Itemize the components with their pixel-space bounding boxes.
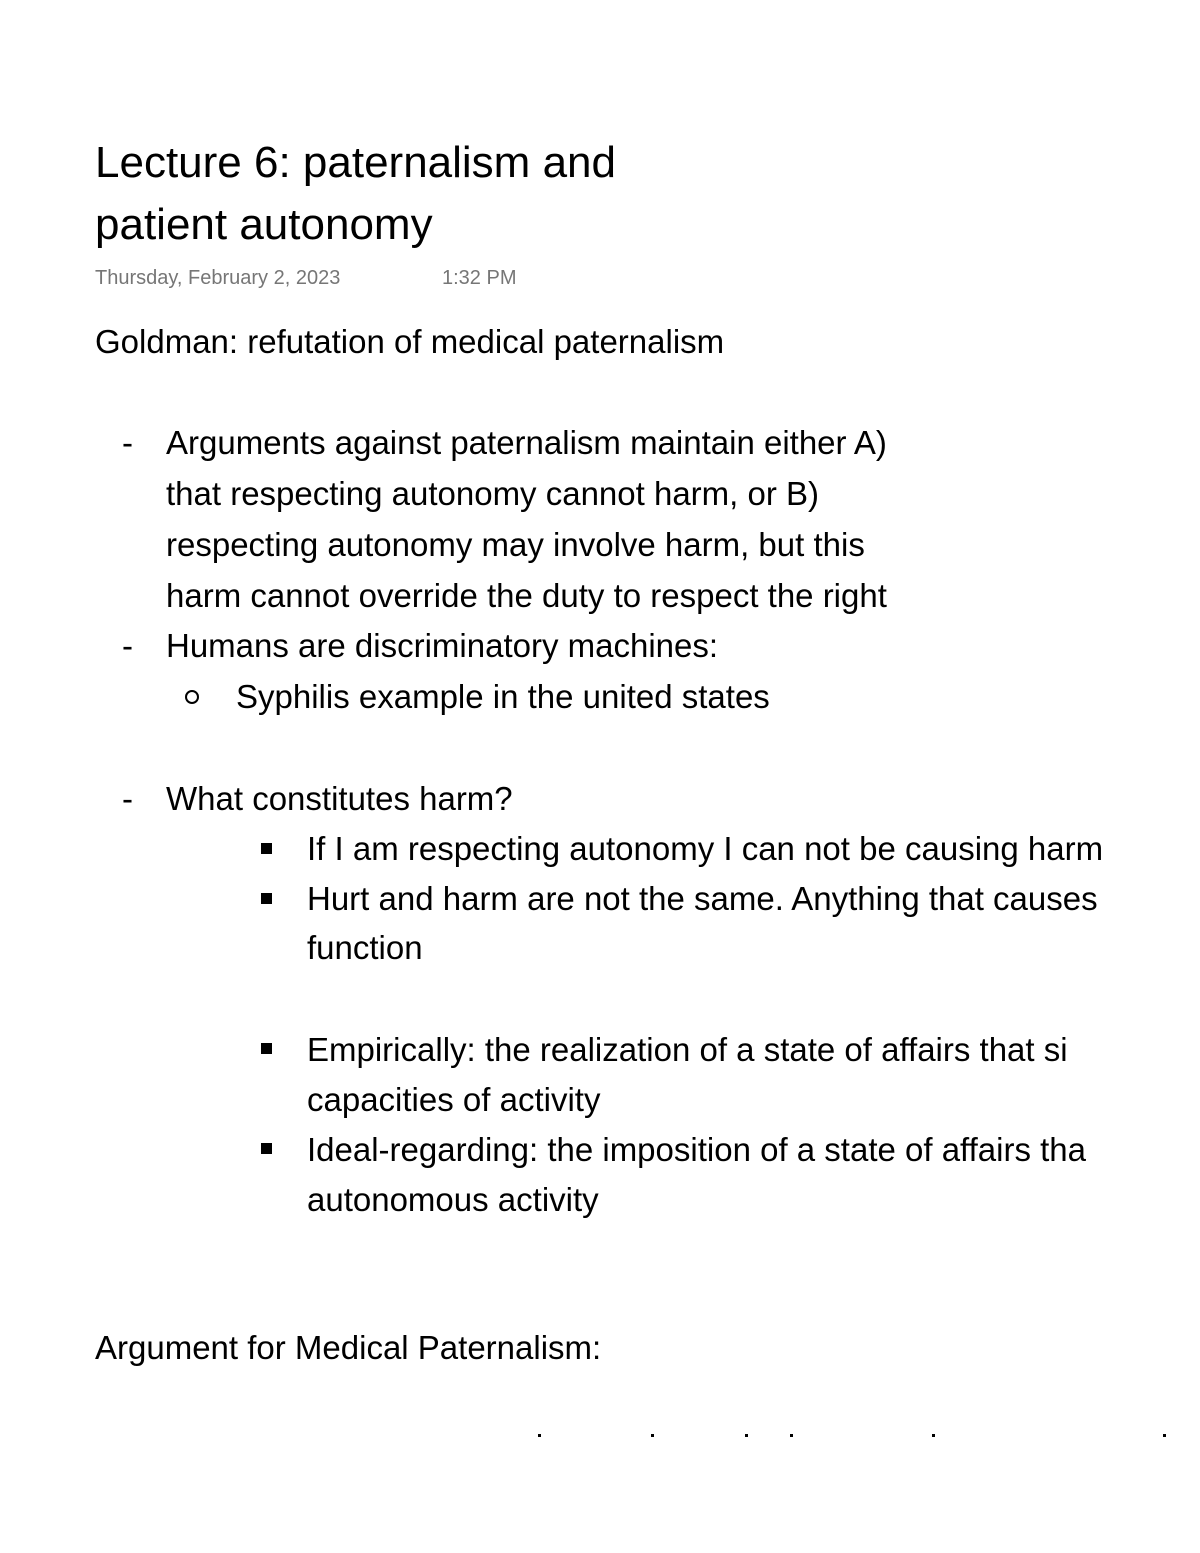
- bullet-1-line-1: Arguments against paternalism maintain either A): [166, 424, 887, 461]
- dash-bullet-marker: -: [122, 780, 133, 817]
- section-heading-goldman: Goldman: refutation of medical paternalism: [95, 323, 725, 360]
- bullet-1-line-4: harm cannot override the duty to respect the right: [166, 577, 887, 614]
- square-bullet-marker: [261, 1043, 272, 1054]
- square-bullet-marker: [261, 1143, 272, 1154]
- bullet-3-sub-2-line-2: function: [307, 929, 423, 966]
- section-heading-argument: Argument for Medical Paternalism:: [95, 1329, 602, 1366]
- dash-bullet-marker: -: [122, 424, 133, 461]
- bullet-3-sub-1: If I am respecting autonomy I can not be causing harm: [307, 830, 1104, 867]
- bullet-3-sub-3-line-1: Empirically: the realization of a state of affairs that si: [307, 1031, 1068, 1068]
- bullet-3-sub-3-line-2: capacities of activity: [307, 1081, 601, 1118]
- bullet-3-sub-4-line-2: autonomous activity: [307, 1181, 599, 1218]
- circle-bullet-marker: [185, 690, 199, 704]
- note-date: Thursday, February 2, 2023: [95, 267, 341, 289]
- bullet-3-sub-2-line-1: Hurt and harm are not the same. Anything that causes: [307, 880, 1098, 917]
- dash-bullet-marker: -: [122, 627, 133, 664]
- bullet-1-line-3: respecting autonomy may involve harm, but this: [166, 526, 865, 563]
- bullet-3-text: What constitutes harm?: [166, 780, 513, 817]
- square-bullet-marker: [261, 893, 272, 904]
- bullet-3-sub-4-line-1: Ideal-regarding: the imposition of a state of affairs tha: [307, 1131, 1087, 1168]
- bullet-2-sub-1: Syphilis example in the united states: [236, 678, 770, 715]
- title-line-1: Lecture 6: paternalism and: [95, 138, 616, 187]
- page-title: [95, 132, 795, 256]
- bullet-1-line-2: that respecting autonomy cannot harm, or B): [166, 475, 820, 512]
- cut-off-text-row: [0, 1430, 1200, 1442]
- note-time: 1:32 PM: [442, 267, 517, 289]
- title-line-2: patient autonomy: [95, 200, 433, 249]
- bullet-2-text: Humans are discriminatory machines:: [166, 627, 719, 664]
- square-bullet-marker: [261, 843, 272, 854]
- note-timestamp: [95, 264, 517, 292]
